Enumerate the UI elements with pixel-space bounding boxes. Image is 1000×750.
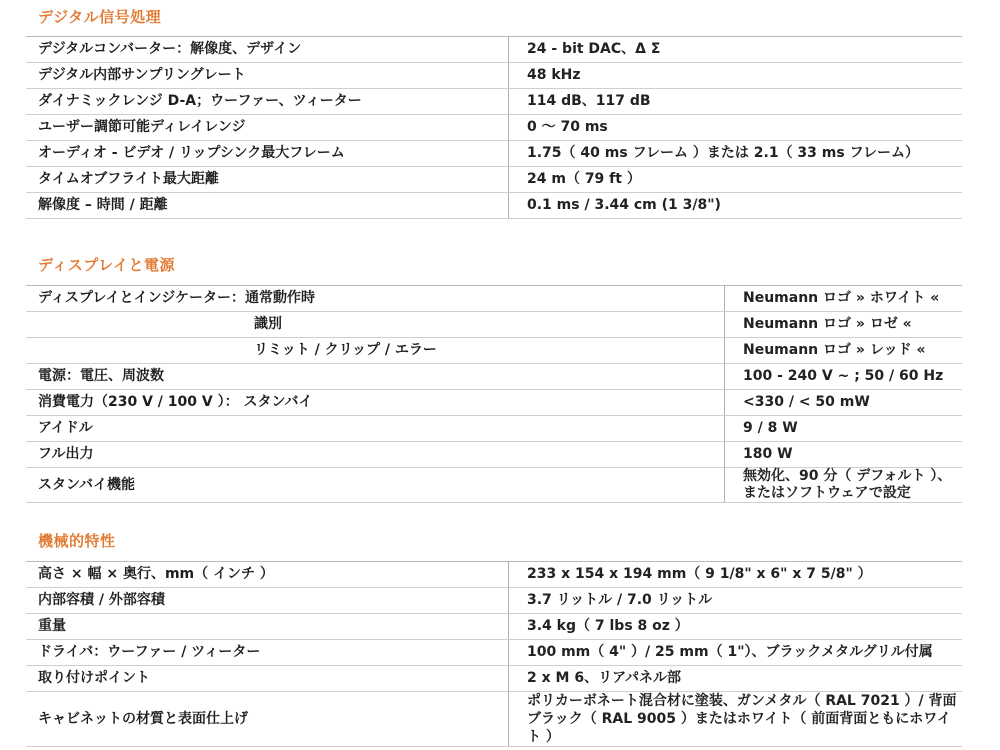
spec-table-digital-signal-processing: [26, 36, 962, 219]
spec-label: スタンバイ機能: [26, 468, 725, 503]
spec-label: ユーザー調節可能ディレイレンジ: [26, 115, 509, 141]
spec-label: ダイナミックレンジ D-A；ウーファー、ツィーター: [26, 89, 509, 115]
table-row: [26, 692, 962, 747]
spec-label: ドライバ：ウーファー / ツィーター: [26, 640, 509, 666]
section-title-display-and-power: ディスプレイと電源: [38, 256, 175, 274]
spec-value: 114 dB、117 dB: [509, 89, 963, 115]
spec-value: 100 mm（ 4" ）/ 25 mm（ 1"）、ブラックメタルグリル付属: [509, 640, 963, 666]
table-row: [26, 666, 962, 692]
spec-label: 重量: [26, 614, 509, 640]
spec-value: 48 kHz: [509, 63, 963, 89]
spec-value: 0 〜 70 ms: [509, 115, 963, 141]
spec-label: 識別: [26, 312, 725, 338]
spec-label: フル出力: [26, 442, 725, 468]
table-row: [26, 614, 962, 640]
spec-label: アイドル: [26, 416, 725, 442]
spec-value: 24 - bit DAC、Δ Σ: [509, 37, 963, 63]
spec-label: 解像度 – 時間 / 距離: [26, 193, 509, 219]
table-row: [26, 562, 962, 588]
table-row: [26, 640, 962, 666]
table-row: [26, 63, 962, 89]
spec-label: リミット / クリップ / エラー: [26, 338, 725, 364]
spec-value: 2 x M 6、リアパネル部: [509, 666, 963, 692]
spec-label: 消費電力（230 V / 100 V ）： スタンバイ: [26, 390, 725, 416]
spec-value: 3.4 kg（ 7 lbs 8 oz ）: [509, 614, 963, 640]
spec-label: デジタルコンバーター：解像度、デザイン: [26, 37, 509, 63]
spec-label: デジタル内部サンプリングレート: [26, 63, 509, 89]
spec-value: Neumann ロゴ » ロゼ «: [725, 312, 963, 338]
spec-label: オーディオ - ビデオ / リップシンク最大フレーム: [26, 141, 509, 167]
spec-label: タイムオブフライト最大距離: [26, 167, 509, 193]
spec-value: 9 / 8 W: [725, 416, 963, 442]
spec-label: 電源：電圧、周波数: [26, 364, 725, 390]
spec-value: 無効化、90 分（ デフォルト ）、またはソフトウェアで設定: [725, 468, 963, 503]
table-row: [26, 37, 962, 63]
table-row: [26, 442, 962, 468]
table-row: [26, 115, 962, 141]
table-row: [26, 286, 962, 312]
spec-value: <330 / < 50 mW: [725, 390, 963, 416]
spec-value: 180 W: [725, 442, 963, 468]
spec-label: 取り付けポイント: [26, 666, 509, 692]
table-row: [26, 364, 962, 390]
spec-value: Neumann ロゴ » レッド «: [725, 338, 963, 364]
table-row: [26, 588, 962, 614]
spec-value: ポリカーボネート混合材に塗装、ガンメタル（ RAL 7021 ）/ 背面ブラック（ RAL 9005 ）またはホワイト（ 前面背面ともにホワイト ）: [509, 692, 963, 747]
table-row: [26, 468, 962, 503]
section-title-mechanical-properties: 機械的特性: [38, 532, 116, 550]
table-row: [26, 193, 962, 219]
spec-value: Neumann ロゴ » ホワイト «: [725, 286, 963, 312]
spec-value: 0.1 ms / 3.44 cm (1 3/8"): [509, 193, 963, 219]
table-row: [26, 338, 962, 364]
spec-label: ディスプレイとインジケーター：通常動作時: [26, 286, 725, 312]
table-row: [26, 312, 962, 338]
spec-value: 233 x 154 x 194 mm（ 9 1/8" x 6" x 7 5/8" ）: [509, 562, 963, 588]
spec-value: 24 m（ 79 ft ）: [509, 167, 963, 193]
table-row: [26, 416, 962, 442]
table-row: [26, 167, 962, 193]
section-title-digital-signal-processing: デジタル信号処理: [38, 8, 162, 26]
spec-table-display-and-power: [26, 285, 962, 503]
table-row: [26, 390, 962, 416]
spec-value: 1.75（ 40 ms フレーム ）または 2.1（ 33 ms フレーム）: [509, 141, 963, 167]
table-row: [26, 141, 962, 167]
spec-label: 高さ × 幅 × 奥行、mm（ インチ ）: [26, 562, 509, 588]
table-row: [26, 89, 962, 115]
spec-value: 100 - 240 V ~ ; 50 / 60 Hz: [725, 364, 963, 390]
spec-table-mechanical-properties: [26, 561, 962, 747]
spec-label: キャビネットの材質と表面仕上げ: [26, 692, 509, 747]
spec-label: 内部容積 / 外部容積: [26, 588, 509, 614]
spec-value: 3.7 リットル / 7.0 リットル: [509, 588, 963, 614]
